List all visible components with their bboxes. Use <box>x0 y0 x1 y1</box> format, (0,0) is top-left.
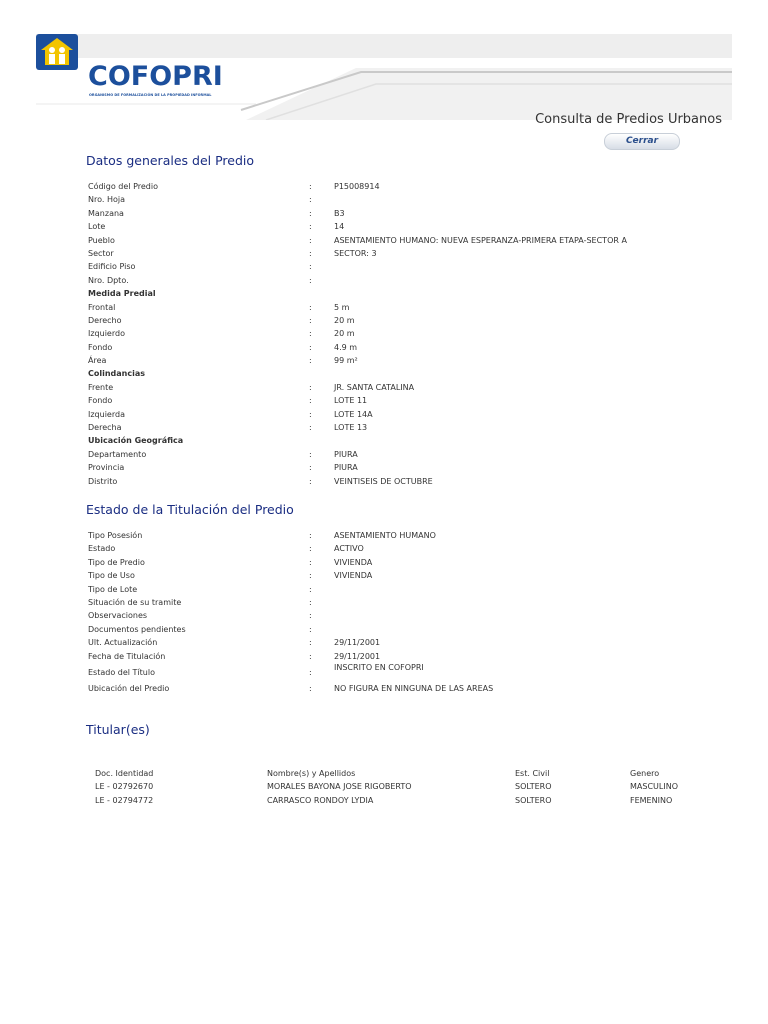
section-title-datos: Datos generales del Predio <box>86 153 255 168</box>
table-cell: LE - 02792670 <box>95 782 154 792</box>
section-title-titulares: Titular(es) <box>86 722 150 737</box>
table-cell: SOLTERO <box>515 782 552 792</box>
section-title-estado: Estado de la Titulación del Predio <box>86 502 294 517</box>
column-header: Genero <box>630 769 660 778</box>
brand-subtitle: ORGANISMO DE FORMALIZACIÓN DE LA PROPIEDAD INFORMAL <box>89 93 212 97</box>
table-cell: LE - 02794772 <box>95 795 154 805</box>
column-header: Est. Civil <box>515 769 550 778</box>
page-title: Consulta de Predios Urbanos <box>535 112 722 127</box>
table-cell: MORALES BAYONA JOSE RIGOBERTO <box>267 782 412 792</box>
brand-name: COFOPRI <box>88 61 223 92</box>
table-cell: CARRASCO RONDOY LYDIA <box>267 795 374 805</box>
column-header: Nombre(s) y Apellidos <box>267 769 356 778</box>
close-button[interactable]: Cerrar <box>604 133 680 150</box>
header-banner <box>36 34 732 120</box>
column-header: Doc. Identidad <box>95 769 154 778</box>
cofopri-logo-icon <box>36 34 78 70</box>
table-cell: FEMENINO <box>630 795 673 805</box>
table-cell: SOLTERO <box>515 795 552 805</box>
table-cell: MASCULINO <box>630 782 678 792</box>
